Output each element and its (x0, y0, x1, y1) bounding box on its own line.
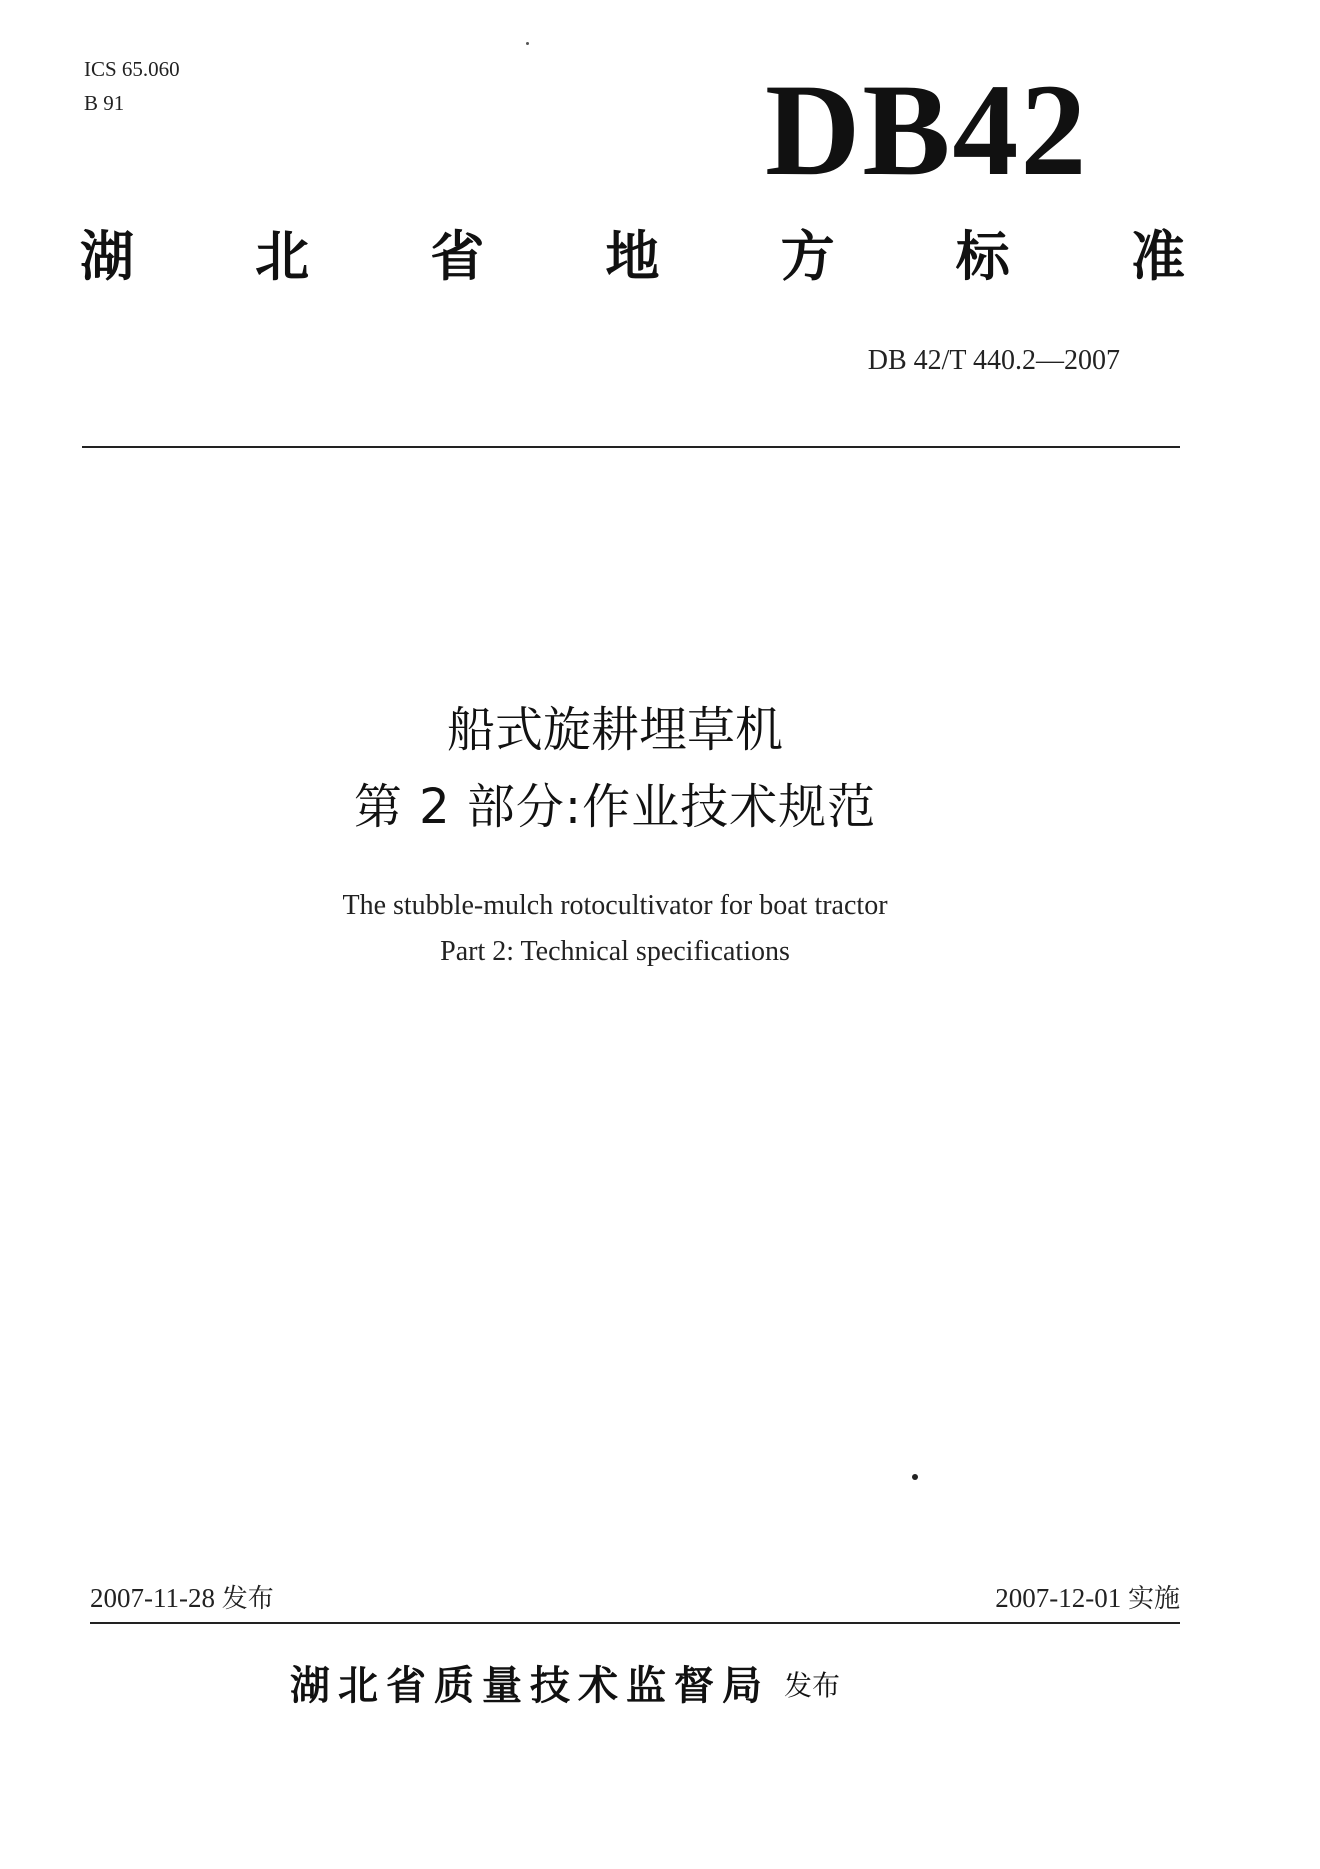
issue-label: 发布 (221, 1584, 274, 1614)
english-title-line1: The stubble-mulch rotocultivator for boat tractor (342, 890, 888, 921)
dates-row (90, 1580, 1180, 1617)
issue-date-block (90, 1580, 274, 1617)
standard-type-char: 地 (605, 225, 660, 288)
classification-codes (84, 52, 180, 120)
implement-label: 实施 (1127, 1584, 1180, 1614)
implement-date-block (995, 1580, 1180, 1617)
ics-code: ICS 65.060 (84, 57, 180, 81)
publisher-org: 湖北省质量技术监督局 (290, 1663, 770, 1709)
standard-code-mark: DB42 (765, 56, 1089, 203)
top-divider (82, 446, 1180, 448)
standard-type-char: 北 (255, 225, 310, 288)
standard-type-char: 省 (430, 225, 485, 288)
standard-type-char: 方 (780, 225, 835, 288)
bottom-divider (90, 1622, 1180, 1624)
ccs-code: B 91 (84, 91, 125, 115)
standard-type-char: 准 (1130, 225, 1185, 288)
issue-date: 2007-11-28 (90, 1583, 215, 1613)
publisher-line (290, 1658, 840, 1714)
chinese-title-line1: 船式旋耕埋草机 (446, 702, 783, 758)
publisher-label: 发布 (784, 1669, 841, 1702)
standard-type-char: 标 (955, 225, 1010, 288)
scan-dot (912, 1474, 918, 1480)
scan-speck (526, 42, 529, 45)
english-title-line2: Part 2: Technical specifications (440, 936, 790, 967)
standard-type-char: 湖 (80, 225, 134, 288)
chinese-title-line2: 第 2 部分:作业技术规范 (353, 779, 877, 835)
standard-type-heading (80, 222, 1185, 292)
standard-number: DB 42/T 440.2—2007 (867, 345, 1120, 376)
implement-date: 2007-12-01 (995, 1583, 1122, 1613)
